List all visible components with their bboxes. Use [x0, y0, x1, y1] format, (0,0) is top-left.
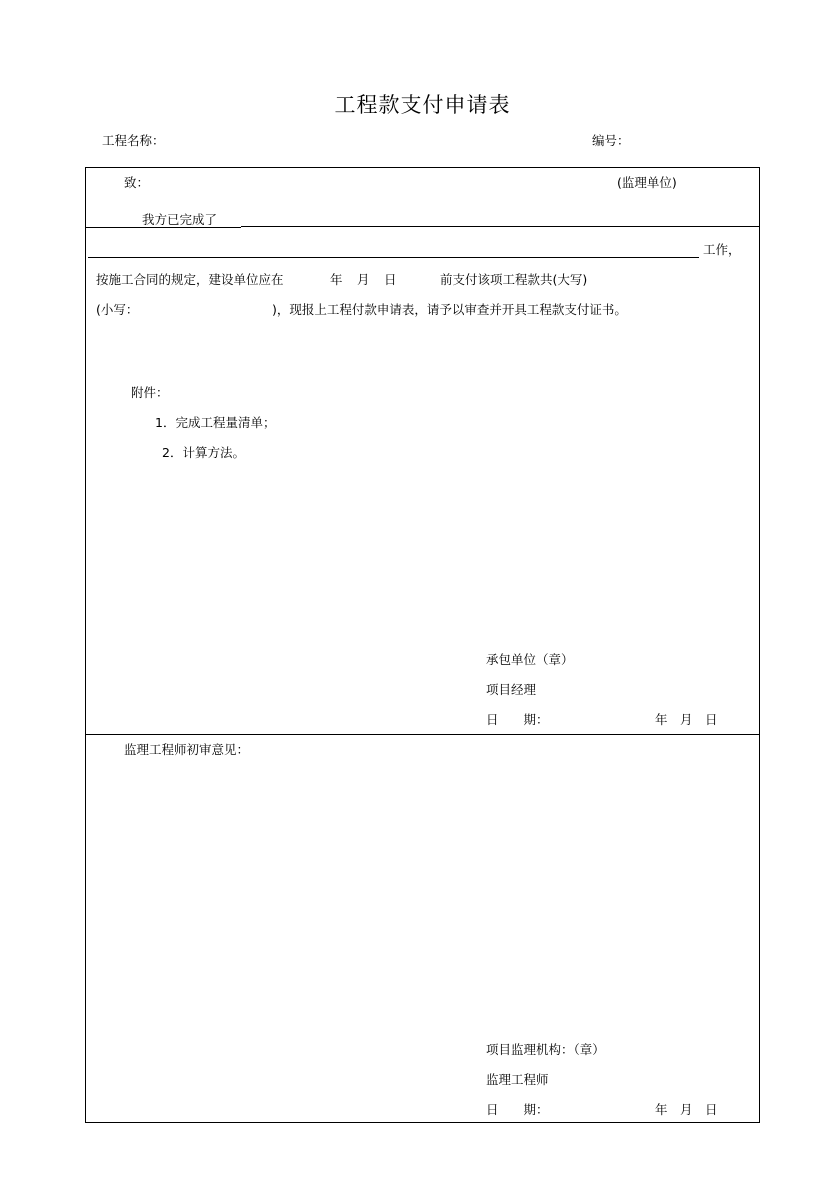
section-divider-partial: [85, 227, 241, 228]
small-amount-close-text: )，现报上工程付款申请表，请予以审查并开具工程款支付证书。: [272, 302, 627, 317]
page-title: 工程款支付申请表: [334, 93, 511, 117]
work-suffix: 工作，: [703, 242, 741, 257]
attachment-label: 附件：: [131, 385, 169, 400]
date-ymd: 年 月 日: [655, 1102, 718, 1117]
small-amount-open: (小写：: [96, 302, 139, 317]
attachment-item: 2．计算方法。: [162, 445, 245, 460]
supervision-org-label: 项目监理机构：（章）: [486, 1042, 605, 1057]
payment-text: 前支付该项工程款共(大写): [440, 272, 588, 287]
manager-label: 项目经理: [486, 682, 537, 697]
completed-label: 我方已完成了: [142, 212, 218, 227]
work-continuation-line[interactable]: [88, 257, 699, 258]
supervisor-unit-label: (监理单位): [617, 175, 677, 190]
supervising-engineer-label: 监理工程师: [486, 1072, 549, 1087]
date-ymd: 年 月 日: [655, 712, 718, 727]
day-label: 日: [384, 272, 397, 287]
date-label: 日 期：: [486, 712, 549, 727]
month-label: 月: [357, 272, 370, 287]
contract-text: 按施工合同的规定，建设单位应在: [96, 272, 284, 287]
opinion-label: 监理工程师初审意见：: [124, 742, 250, 757]
contractor-label: 承包单位（章）: [486, 652, 574, 667]
completed-work-line[interactable]: [241, 226, 760, 227]
number-label: 编号：: [592, 133, 630, 148]
project-name-label: 工程名称：: [102, 133, 165, 148]
year-label: 年: [330, 272, 343, 287]
to-label: 致：: [124, 175, 150, 190]
attachment-item: 1．完成工程量清单；: [155, 415, 276, 430]
section-divider: [85, 734, 760, 735]
date-label: 日 期：: [486, 1102, 549, 1117]
